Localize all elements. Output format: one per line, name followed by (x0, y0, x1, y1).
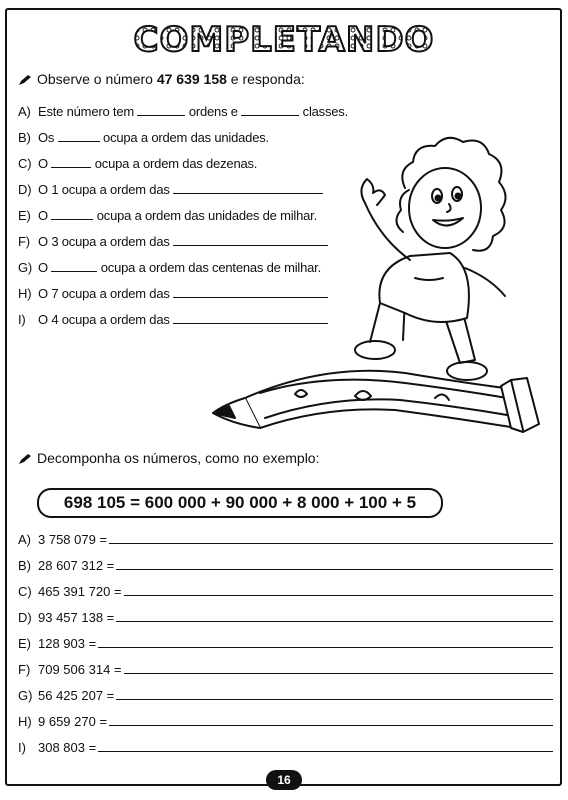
question-i: I) O 4 ocupa a ordem das (18, 312, 328, 327)
answer-line[interactable] (109, 715, 553, 726)
answer-line[interactable] (116, 611, 553, 622)
decompose-item-b: B) 28 607 312 = (18, 558, 553, 573)
decompose-item-a: A) 3 758 079 = (18, 532, 553, 547)
answer-line[interactable] (98, 741, 553, 752)
decompose-item-c: C) 465 391 720 = (18, 584, 553, 599)
question-e: E) O ocupa a ordem das unidades de milhar. (18, 208, 317, 223)
prompt-text: Observe o número (37, 71, 157, 87)
answer-blank[interactable] (137, 104, 185, 116)
section1-prompt (18, 71, 305, 87)
question-c: C) O ocupa a ordem das dezenas. (18, 156, 258, 171)
question-d: D) O 1 ocupa a ordem das (18, 182, 323, 197)
pencil-icon (18, 453, 32, 465)
answer-blank[interactable] (51, 156, 91, 168)
answer-blank[interactable] (241, 104, 299, 116)
pencil-icon (18, 74, 32, 86)
page-title (125, 18, 443, 60)
page-number: 16 (266, 770, 302, 790)
decompose-item-i: I) 308 803 = (18, 740, 553, 755)
answer-line[interactable] (124, 663, 554, 674)
answer-blank[interactable] (58, 130, 100, 142)
decompose-item-e: E) 128 903 = (18, 636, 553, 651)
prompt-end: e responda: (226, 71, 305, 87)
answer-line[interactable] (109, 533, 553, 544)
decompose-item-d: D) 93 457 138 = (18, 610, 553, 625)
answer-line[interactable] (98, 637, 553, 648)
answer-blank[interactable] (51, 260, 97, 272)
decompose-item-g: G) 56 425 207 = (18, 688, 553, 703)
section2-prompt: Decomponha os números, como no exemplo: (18, 450, 319, 466)
decompose-item-h: H) 9 659 270 = (18, 714, 553, 729)
decompose-item-f: F) 709 506 314 = (18, 662, 553, 677)
question-f: F) O 3 ocupa a ordem das (18, 234, 328, 249)
answer-blank[interactable] (51, 208, 93, 220)
question-g: G) O ocupa a ordem das centenas de milhar. (18, 260, 321, 275)
question-b: B) Os ocupa a ordem das unidades. (18, 130, 269, 145)
question-a: A) Este número tem ordens e classes. (18, 104, 349, 119)
example-box: 698 105 = 600 000 + 90 000 + 8 000 + 100 + 5 (37, 488, 443, 518)
answer-line[interactable] (124, 585, 554, 596)
question-h: H) O 7 ocupa a ordem das (18, 286, 328, 301)
prompt-number: 47 639 158 (156, 71, 227, 87)
answer-line[interactable] (116, 689, 553, 700)
svg-text:COMPLETANDO: COMPLETANDO (133, 20, 435, 60)
answer-line[interactable] (116, 559, 553, 570)
child-riding-pencil-illustration (205, 128, 555, 448)
